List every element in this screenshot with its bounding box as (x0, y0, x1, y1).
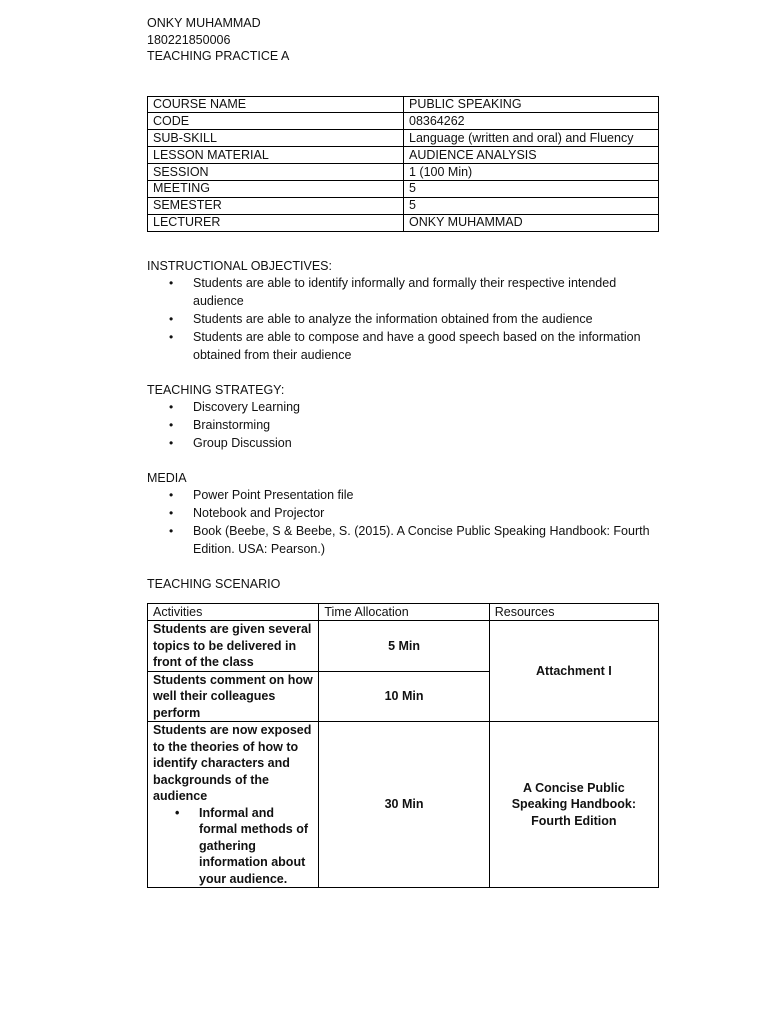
document-page (147, 15, 659, 888)
info-value: 1 (100 Min) (404, 164, 659, 181)
info-value: Language (written and oral) and Fluency (404, 130, 659, 147)
table-row (148, 214, 659, 231)
list-item (147, 434, 659, 452)
list-item-text: Book (Beebe, S & Beebe, S. (2015). A Concise Public Speaking Handbook: Fourth Edition. USA: Pearson.) (193, 523, 650, 556)
info-value: PUBLIC SPEAKING (404, 96, 659, 113)
objectives-heading: INSTRUCTIONAL OBJECTIVES: (147, 258, 332, 273)
time-cell: 30 Min (319, 722, 489, 888)
student-id: 180221850006 (147, 32, 231, 47)
bullet-icon: • (169, 329, 174, 344)
list-item-text: Students are able to compose and have a good speech based on the information obtained from their audience (193, 329, 641, 362)
table-row (148, 130, 659, 147)
strategy-heading: TEACHING STRATEGY: (147, 382, 285, 397)
table-row (148, 722, 659, 888)
info-value: ONKY MUHAMMAD (404, 214, 659, 231)
list-item-text: Notebook and Projector (193, 505, 325, 520)
column-header-time: Time Allocation (319, 603, 489, 621)
author-name: ONKY MUHAMMAD (147, 16, 261, 30)
list-item (147, 398, 659, 416)
info-key: LECTURER (148, 214, 404, 231)
info-key: SUB-SKILL (148, 130, 404, 147)
list-item (153, 805, 313, 888)
resource-cell: Attachment I (489, 621, 658, 722)
bullet-icon: • (169, 487, 174, 502)
activity-cell: Students comment on how well their colleagues perform (148, 671, 319, 722)
objectives-list (147, 274, 659, 364)
time-cell: 5 Min (319, 621, 489, 672)
list-item (147, 522, 659, 558)
bullet-icon: • (169, 275, 174, 290)
bullet-icon: • (169, 505, 174, 520)
info-key: SESSION (148, 164, 404, 181)
time-cell: 10 Min (319, 671, 489, 722)
list-item (147, 504, 659, 522)
list-item (147, 416, 659, 434)
course-info-table (147, 96, 659, 232)
strategy-list (147, 398, 659, 452)
list-item-text: Power Point Presentation file (193, 487, 354, 502)
media-heading: MEDIA (147, 470, 187, 485)
info-value: 5 (404, 197, 659, 214)
activity-cell (148, 722, 319, 888)
info-key: COURSE NAME (148, 96, 404, 113)
scenario-table (147, 603, 659, 889)
activity-sub-list (153, 805, 313, 888)
list-item-text: Informal and formal methods of gathering information about your audience. (199, 805, 309, 886)
table-header-row (148, 603, 659, 621)
bullet-icon: • (169, 417, 174, 432)
info-key: CODE (148, 113, 404, 130)
column-header-activities: Activities (148, 603, 319, 621)
bullet-icon: • (169, 311, 174, 326)
table-row (148, 96, 659, 113)
column-header-resources: Resources (489, 603, 658, 621)
info-key: MEETING (148, 180, 404, 197)
info-key: SEMESTER (148, 197, 404, 214)
table-row (148, 164, 659, 181)
info-key: LESSON MATERIAL (148, 147, 404, 164)
list-item (147, 310, 659, 328)
list-item-text: Students are able to identify informally and formally their respective intended audience (193, 275, 617, 308)
info-value: 5 (404, 180, 659, 197)
list-item-text: Students are able to analyze the information obtained from the audience (193, 311, 593, 326)
info-value: 08364262 (404, 113, 659, 130)
bullet-icon: • (169, 435, 174, 450)
table-row (148, 113, 659, 130)
list-item-text: Group Discussion (193, 435, 292, 450)
bullet-icon: • (175, 805, 180, 820)
bullet-icon: • (169, 399, 174, 414)
table-row (148, 621, 659, 672)
list-item (147, 328, 659, 364)
list-item (147, 274, 659, 310)
scenario-heading: TEACHING SCENARIO (147, 576, 281, 591)
list-item-text: Brainstorming (193, 417, 271, 432)
resource-cell: A Concise Public Speaking Handbook: Fourth Edition (489, 722, 658, 888)
info-value: AUDIENCE ANALYSIS (404, 147, 659, 164)
table-row (148, 180, 659, 197)
bullet-icon: • (169, 523, 174, 538)
list-item (147, 486, 659, 504)
document-title: TEACHING PRACTICE A (147, 49, 290, 63)
list-item-text: Discovery Learning (193, 399, 300, 414)
table-row (148, 147, 659, 164)
table-row (148, 197, 659, 214)
activity-cell: Students are given several topics to be delivered in front of the class (148, 621, 319, 672)
activity-text: Students are now exposed to the theories of how to identify characters and backgrounds of the audience (153, 723, 312, 804)
media-list (147, 486, 659, 558)
